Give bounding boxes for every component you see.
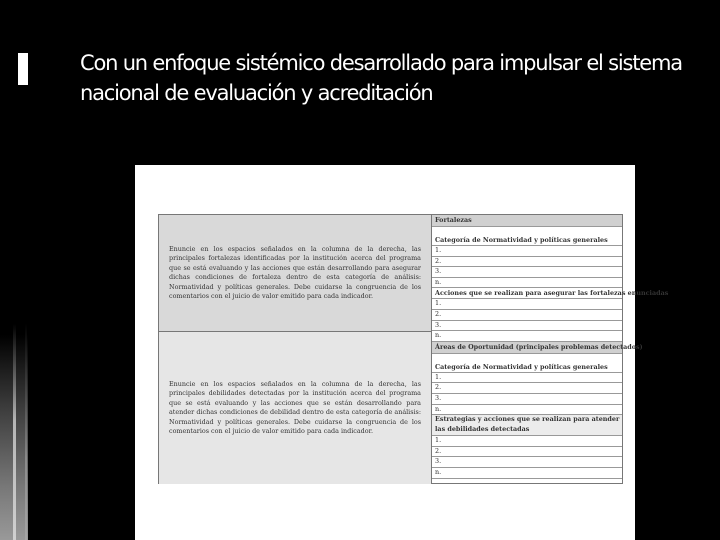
strengths-category: Categoría de Normatividad y políticas generales bbox=[432, 235, 622, 246]
opportunity-item: 1. bbox=[432, 373, 622, 384]
opportunity-item: 3. bbox=[432, 394, 622, 405]
strengths-header: Fortalezas bbox=[432, 215, 622, 227]
evaluation-table bbox=[158, 214, 669, 484]
opportunity-action-item: 1. bbox=[432, 436, 622, 447]
strength-item: n. bbox=[432, 278, 622, 289]
strength-action-item: n. bbox=[432, 331, 622, 342]
title-accent-block bbox=[18, 53, 28, 85]
opportunities-category: Categoría de Normatividad y políticas generales bbox=[432, 362, 622, 373]
strength-item: 2. bbox=[432, 257, 622, 268]
opportunity-item: n. bbox=[432, 405, 622, 416]
opportunity-action-item: n. bbox=[432, 468, 622, 479]
opportunity-item: 2. bbox=[432, 383, 622, 394]
responses-column bbox=[432, 215, 669, 479]
strength-action-item: 1. bbox=[432, 299, 622, 310]
strength-action-item: 2. bbox=[432, 310, 622, 321]
document-image bbox=[135, 165, 669, 540]
instructions-column bbox=[159, 215, 432, 483]
opportunities-header: Áreas de Oportunidad (principales problemas detectados) bbox=[432, 342, 622, 354]
strength-item: 1. bbox=[432, 246, 622, 257]
opportunity-action-item: 3. bbox=[432, 457, 622, 468]
strengths-actions-label: Acciones que se realizan para asegurar las fortalezas enunciadas bbox=[432, 288, 622, 299]
strength-item: 3. bbox=[432, 267, 622, 278]
opportunities-actions-label: Estrategias y acciones que se realizan para atender las debilidades detectadas bbox=[432, 415, 622, 436]
table-spacer bbox=[432, 227, 622, 235]
instructions-strengths-text: Enuncie en los espacios señalados en la columna de la derecha, las principales fortalezas identificadas por la institución acerca del programa que se está evaluando y las acciones que están desarrollando para asegurar dichas condiciones de fortaleza dentro de esta categoría de análisis: Normatividad y políticas generales. Debe cuidarse la congruencia de los comentarios con el juicio de valor emitido para cada indicador. bbox=[169, 244, 421, 300]
strength-action-item: 3. bbox=[432, 321, 622, 332]
left-band-stripe bbox=[13, 0, 16, 540]
instructions-strengths bbox=[159, 215, 431, 332]
table-spacer bbox=[432, 354, 622, 362]
slide-title: Con un enfoque sistémico desarrollado para impulsar el sistema nacional de evaluación y acreditación bbox=[80, 51, 682, 105]
opportunity-action-item: 2. bbox=[432, 447, 622, 458]
instructions-weaknesses bbox=[159, 332, 431, 484]
instructions-weaknesses-text: Enuncie en los espacios señalados en la columna de la derecha, las principales debilidades detectadas por la institución acerca del programa que se está evaluando y las acciones que se están desarrollando para atender dichas condiciones de debilidad dentro de esta categoría de análisis: Normatividad y políticas generales. Debe cuidarse la congruencia de los comentarios con el juicio de valor emitido para cada indicador. bbox=[169, 379, 421, 435]
